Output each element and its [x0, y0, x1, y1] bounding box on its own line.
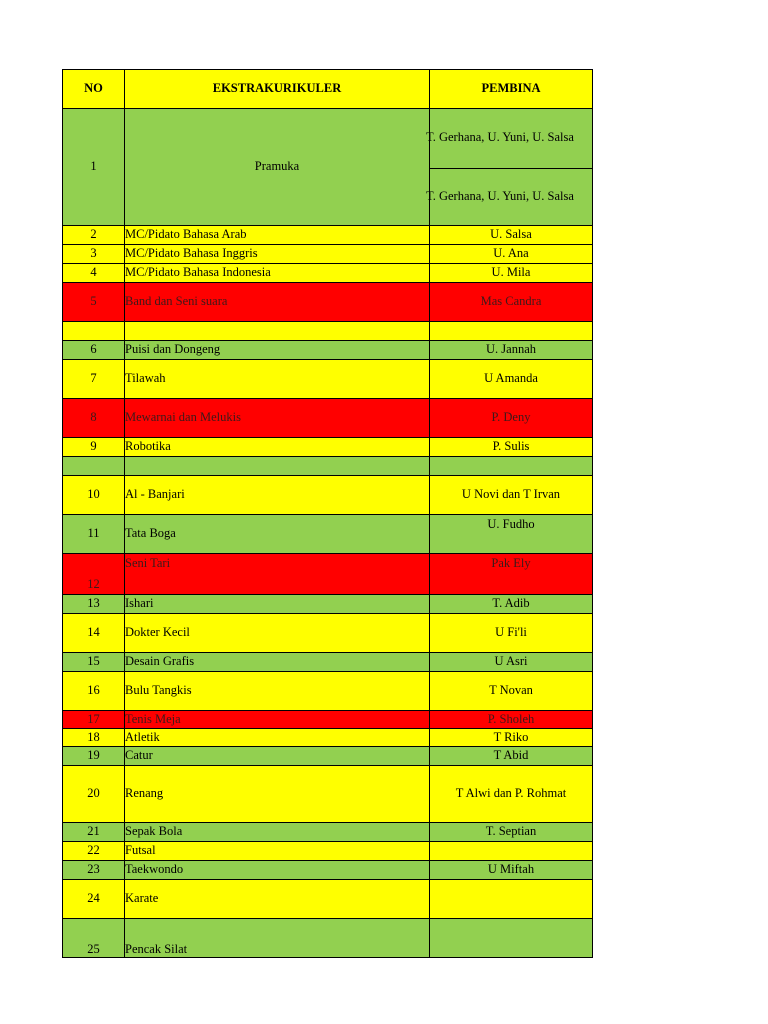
cell-no[interactable]: 24 — [63, 880, 125, 919]
cell-no[interactable]: 18 — [63, 729, 125, 747]
cell-ekstrakurikuler[interactable]: Puisi dan Dongeng — [125, 341, 430, 360]
cell-ekstrakurikuler[interactable]: Band dan Seni suara — [125, 283, 430, 322]
cell-ekstrakurikuler[interactable]: Tata Boga — [125, 515, 430, 554]
header-no[interactable]: NO — [63, 70, 125, 109]
cell-ekstrakurikuler[interactable]: Catur — [125, 747, 430, 766]
cell-pembina[interactable]: T. Septian — [430, 823, 593, 842]
cell-no[interactable]: 1 — [63, 109, 125, 226]
cell-ekstrakurikuler[interactable]: Seni Tari — [125, 554, 430, 595]
cell-pembina[interactable]: U Miftah — [430, 861, 593, 880]
table-row — [63, 515, 593, 554]
table-row — [63, 476, 593, 515]
cell-no[interactable]: 13 — [63, 595, 125, 614]
cell-pembina[interactable] — [430, 880, 593, 919]
table-row — [63, 438, 593, 457]
table-row — [63, 554, 593, 595]
cell-no[interactable]: 12 — [63, 554, 125, 595]
cell-ekstrakurikuler[interactable]: Tilawah — [125, 360, 430, 399]
cell-ekstrakurikuler[interactable]: Renang — [125, 766, 430, 823]
cell-ekstrakurikuler[interactable]: Tenis Meja — [125, 711, 430, 729]
cell-pembina[interactable]: U. Mila — [430, 264, 593, 283]
cell-ekstrakurikuler[interactable] — [125, 322, 430, 341]
cell-pembina[interactable]: U Amanda — [430, 360, 593, 399]
table-row — [63, 264, 593, 283]
table-row — [63, 109, 593, 169]
table-row — [63, 747, 593, 766]
table-row — [63, 245, 593, 264]
cell-pembina[interactable]: U Asri — [430, 653, 593, 672]
table-row — [63, 653, 593, 672]
cell-pembina[interactable] — [430, 322, 593, 341]
cell-no[interactable]: 4 — [63, 264, 125, 283]
table-row — [63, 614, 593, 653]
header-row — [63, 70, 593, 109]
table-row — [63, 672, 593, 711]
cell-ekstrakurikuler[interactable]: Ishari — [125, 595, 430, 614]
cell-no[interactable]: 21 — [63, 823, 125, 842]
table-row — [63, 360, 593, 399]
cell-no[interactable]: 8 — [63, 399, 125, 438]
table-row — [63, 842, 593, 861]
cell-pembina[interactable]: U Novi dan T Irvan — [430, 476, 593, 515]
cell-pembina[interactable]: U. Fudho — [430, 515, 593, 554]
cell-ekstrakurikuler[interactable]: Bulu Tangkis — [125, 672, 430, 711]
table-row — [63, 823, 593, 842]
table-row — [63, 919, 593, 958]
cell-pembina[interactable]: U Fi'li — [430, 614, 593, 653]
cell-no[interactable]: 10 — [63, 476, 125, 515]
cell-pembina[interactable]: U. Jannah — [430, 341, 593, 360]
cell-pembina[interactable]: T. Adib — [430, 595, 593, 614]
cell-no[interactable]: 20 — [63, 766, 125, 823]
cell-ekstrakurikuler[interactable]: MC/Pidato Bahasa Arab — [125, 226, 430, 245]
table-row — [63, 766, 593, 823]
cell-ekstrakurikuler[interactable]: MC/Pidato Bahasa Indonesia — [125, 264, 430, 283]
cell-ekstrakurikuler[interactable]: MC/Pidato Bahasa Inggris — [125, 245, 430, 264]
cell-no[interactable]: 14 — [63, 614, 125, 653]
table-row — [63, 341, 593, 360]
cell-ekstrakurikuler[interactable]: Al - Banjari — [125, 476, 430, 515]
cell-pembina[interactable]: P. Deny — [430, 399, 593, 438]
cell-ekstrakurikuler[interactable]: Atletik — [125, 729, 430, 747]
cell-pembina[interactable]: T. Gerhana, U. Yuni, U. Salsa — [430, 109, 593, 169]
cell-pembina[interactable]: T Novan — [430, 672, 593, 711]
cell-no[interactable]: 11 — [63, 515, 125, 554]
cell-ekstrakurikuler[interactable]: Taekwondo — [125, 861, 430, 880]
cell-no[interactable]: 6 — [63, 341, 125, 360]
cell-no[interactable]: 2 — [63, 226, 125, 245]
cell-no[interactable]: 16 — [63, 672, 125, 711]
cell-no[interactable]: 17 — [63, 711, 125, 729]
cell-ekstrakurikuler[interactable]: Karate — [125, 880, 430, 919]
cell-pembina[interactable]: P. Sulis — [430, 438, 593, 457]
cell-ekstrakurikuler[interactable]: Dokter Kecil — [125, 614, 430, 653]
table-row — [63, 226, 593, 245]
cell-no[interactable]: 22 — [63, 842, 125, 861]
cell-no[interactable]: 23 — [63, 861, 125, 880]
cell-pembina[interactable]: Mas Candra — [430, 283, 593, 322]
cell-ekstrakurikuler[interactable]: Pencak Silat — [125, 919, 430, 958]
table-row — [63, 861, 593, 880]
table-row — [63, 457, 593, 476]
cell-ekstrakurikuler[interactable]: Futsal — [125, 842, 430, 861]
table-row — [63, 729, 593, 747]
cell-pembina[interactable] — [430, 457, 593, 476]
cell-ekstrakurikuler[interactable]: Robotika — [125, 438, 430, 457]
header-ekstrakurikuler[interactable]: EKSTRAKURIKULER — [125, 70, 430, 109]
cell-no[interactable]: 9 — [63, 438, 125, 457]
table-row — [63, 283, 593, 322]
header-pembina[interactable]: PEMBINA — [430, 70, 593, 109]
spreadsheet-area — [62, 69, 592, 957]
table-row — [63, 595, 593, 614]
cell-no[interactable]: 3 — [63, 245, 125, 264]
cell-pembina[interactable] — [430, 842, 593, 861]
cell-ekstrakurikuler[interactable]: Desain Grafis — [125, 653, 430, 672]
cell-pembina[interactable] — [430, 919, 593, 958]
cell-pembina[interactable]: T Abid — [430, 747, 593, 766]
cell-pembina[interactable]: T Riko — [430, 729, 593, 747]
ekstrakurikuler-table — [62, 69, 593, 958]
cell-pembina[interactable]: P. Sholeh — [430, 711, 593, 729]
table-row — [63, 399, 593, 438]
cell-pembina[interactable]: T. Gerhana, U. Yuni, U. Salsa — [430, 168, 593, 226]
table-row — [63, 711, 593, 729]
cell-ekstrakurikuler[interactable]: Pramuka — [125, 109, 430, 226]
cell-pembina[interactable]: T Alwi dan P. Rohmat — [430, 766, 593, 823]
cell-no[interactable] — [63, 322, 125, 341]
cell-ekstrakurikuler[interactable]: Sepak Bola — [125, 823, 430, 842]
cell-no[interactable]: 15 — [63, 653, 125, 672]
table-row — [63, 880, 593, 919]
cell-ekstrakurikuler[interactable] — [125, 457, 430, 476]
cell-pembina[interactable]: Pak Ely — [430, 554, 593, 595]
cell-pembina[interactable]: U. Ana — [430, 245, 593, 264]
cell-no[interactable]: 5 — [63, 283, 125, 322]
cell-no[interactable]: 19 — [63, 747, 125, 766]
cell-pembina[interactable]: U. Salsa — [430, 226, 593, 245]
cell-no[interactable] — [63, 457, 125, 476]
table-row — [63, 322, 593, 341]
cell-ekstrakurikuler[interactable]: Mewarnai dan Melukis — [125, 399, 430, 438]
cell-no[interactable]: 25 — [63, 919, 125, 958]
cell-no[interactable]: 7 — [63, 360, 125, 399]
